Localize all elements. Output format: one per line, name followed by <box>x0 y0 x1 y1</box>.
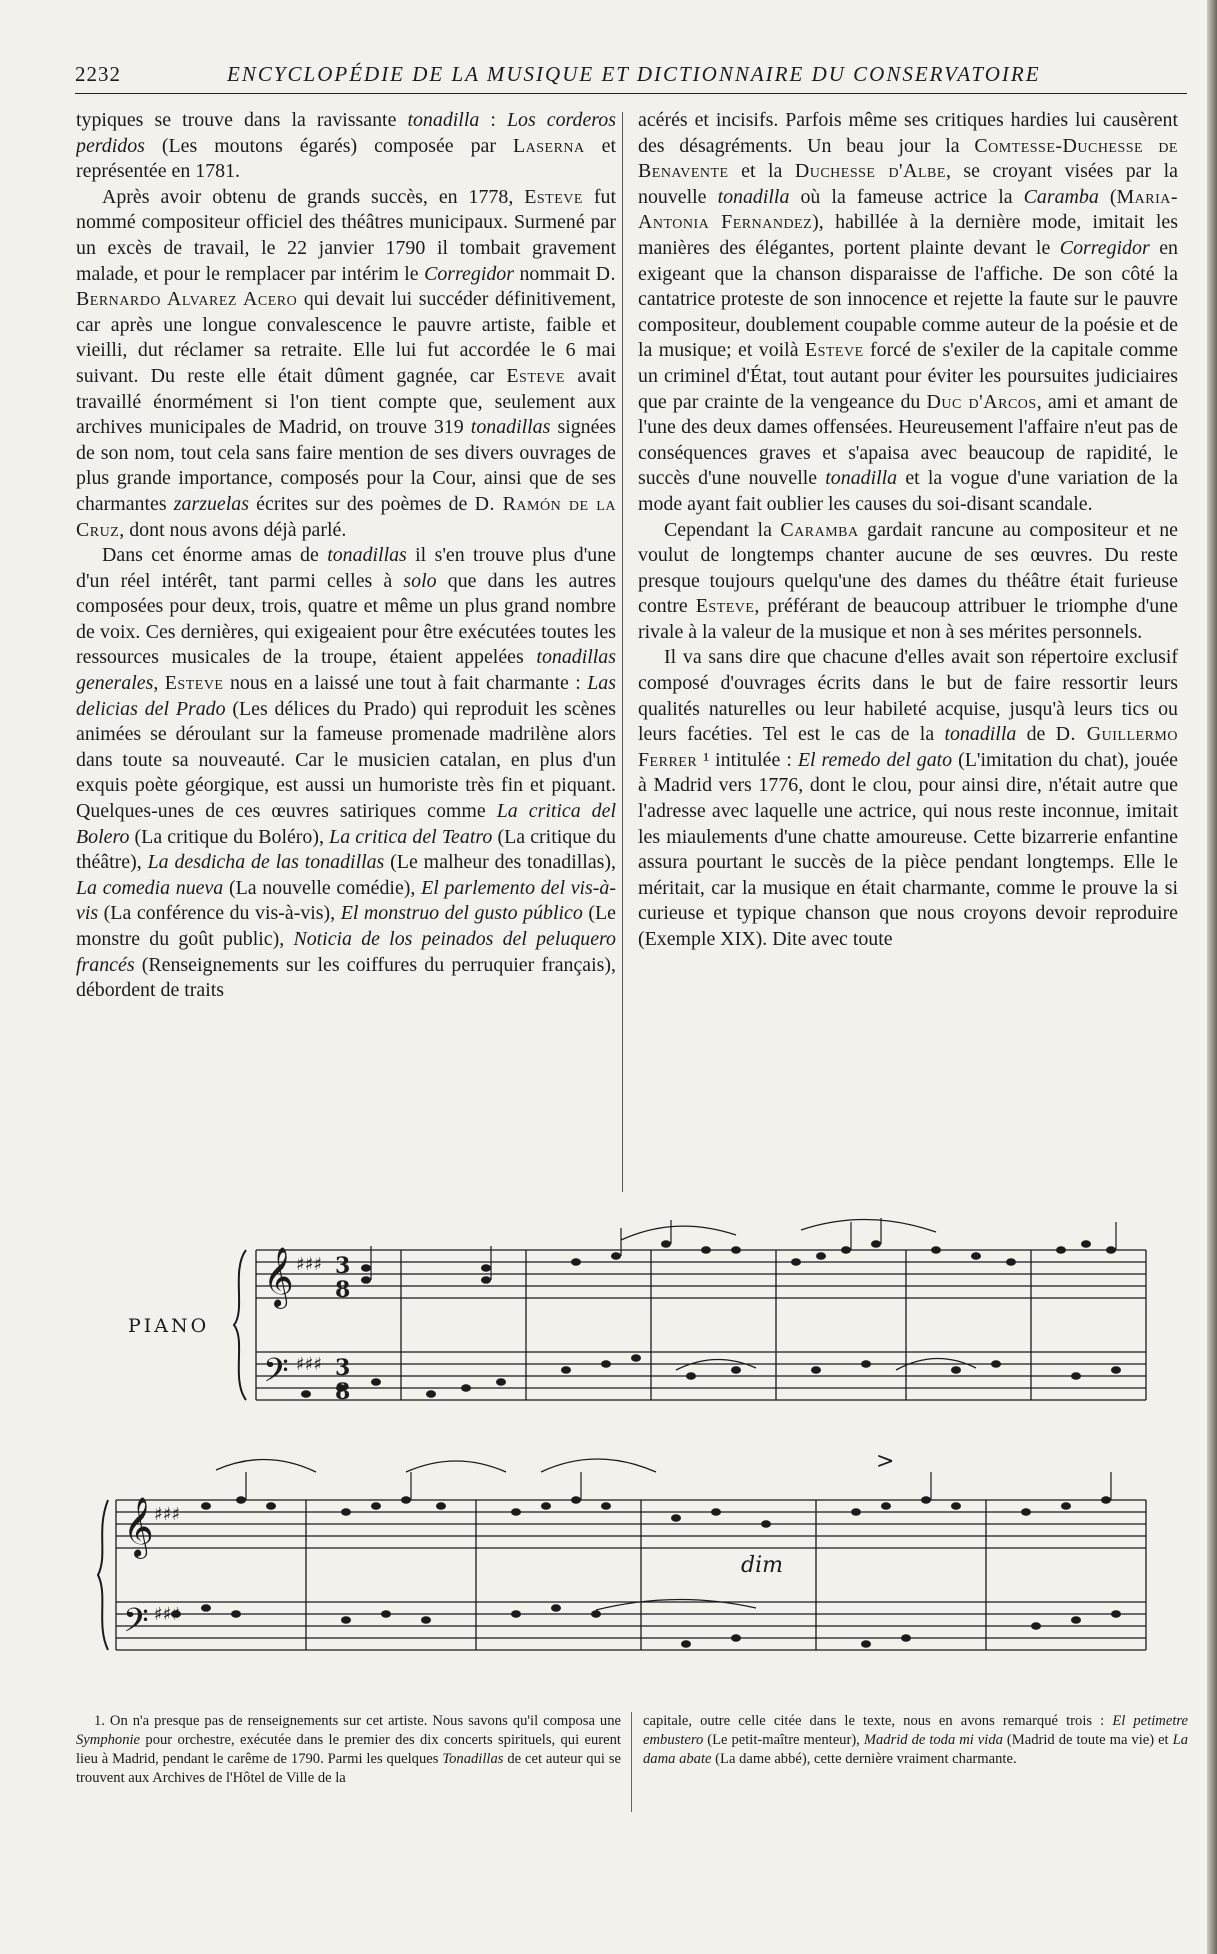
running-title: ENCYCLOPÉDIE DE LA MUSIQUE ET DICTIONNAIRE DU CONSERVATOIRE <box>227 62 1041 86</box>
italic-text: tonadillas generales <box>76 646 616 695</box>
bass-staff-2 <box>116 1602 1146 1650</box>
text-run: (Les délices du Prado) qui reproduit les scènes animées se déroulant sur la fameuse promenade madrilène alors dans toute sa nouveauté. Car le musicien catalan, en plus d'un exquis poète géorgique, est aussi un humoriste très fin et piquant. Quelques-unes de ces œuvres satiriques comme <box>76 697 616 823</box>
small-caps-name: D. Ramón de la Cruz <box>76 492 616 541</box>
text-run: en exigeant que la chanson disparaisse de l'affiche. De son côté la cantatrice proteste de son innocence et rejette la faute sur le pauvre compositeur, doublement coupable comme auteur de la poésie et de la musique; et voilà <box>638 236 1178 362</box>
time-signature-top: 3 <box>335 1253 351 1279</box>
footnote-left <box>76 1712 621 1788</box>
text-run: écrites sur des poèmes de <box>248 492 475 515</box>
key-signature-sharps: ♯♯♯ <box>296 1354 323 1375</box>
footnote-right <box>643 1712 1188 1769</box>
text-run: 1. On n'a presque pas de renseignements sur cet artiste. Nous savons qu'il composa une <box>94 1713 621 1729</box>
italic-text: La comedia nueva <box>76 876 224 899</box>
small-caps-name: Caramba <box>780 518 859 541</box>
small-caps-name: Esteve <box>804 339 864 362</box>
paragraph <box>638 645 1178 952</box>
italic-text: Noticia de los peinados del peluquero francés <box>76 928 616 976</box>
key-signature-sharps: ♯♯♯ <box>154 1504 181 1525</box>
italic-text: El parlemento del vis-à-vis <box>76 876 616 925</box>
text-run: il s'en trouve plus d'une d'un réel intérêt, tant parmi celles à <box>76 544 616 592</box>
text-run: , <box>153 672 165 695</box>
notes <box>171 1240 1121 1648</box>
italic-text: El petimetre embustero <box>643 1713 1188 1748</box>
text-run: et la <box>728 160 795 183</box>
dynamic-marking: dim <box>741 1553 783 1578</box>
key-signature-sharps: ♯♯♯ <box>154 1604 181 1625</box>
page-number: 2232 <box>75 62 121 86</box>
paragraph <box>638 518 1178 646</box>
text-run: (Le malheur des tonadillas), <box>384 851 616 874</box>
small-caps-name: Esteve <box>695 595 755 618</box>
italic-text: Caramba <box>1023 185 1099 208</box>
paragraph <box>76 543 616 1004</box>
small-caps-name: Esteve <box>524 185 583 208</box>
text-run: et la vogue d'une variation de la mode ayant fait oublier les causes du soi-disant scandale. <box>638 467 1178 515</box>
italic-text: El remedo del gato <box>797 748 953 771</box>
text-run: , ami et amant de l'une des deux dames offensées. Heureusement l'affaire n'eut pas de conséquences graves et s'apaisa avec beaucoup de rapidité, le succès d'une nouvelle <box>638 390 1178 490</box>
text-run: acérés et incisifs. Parfois même ses critiques hardies lui causèrent des désagréments. Un beau jour la <box>638 109 1178 157</box>
text-run: (La critique du théâtre), <box>76 825 616 874</box>
text-run: (La nouvelle comédie), <box>223 876 422 899</box>
italic-text: Corregidor <box>424 262 514 285</box>
italic-text: Corregidor <box>1059 236 1150 259</box>
small-caps-name: Esteve <box>506 364 566 387</box>
left-text-column <box>76 108 616 1188</box>
italic-text: Symphonie <box>76 1732 141 1748</box>
text-run: où la fameuse actrice la <box>789 185 1024 208</box>
italic-text: La desdicha de las tonadillas <box>147 851 385 874</box>
text-run: Après avoir obtenu de grands succès, en 1778, <box>102 185 525 208</box>
text-run: , préférant de beaucoup attribuer le triomphe d'une rivale à la valeur de la musique et non à ses mérites personnels. <box>638 595 1178 643</box>
text-run: et représentée en 1781. <box>76 134 616 183</box>
italic-text: tonadillas <box>470 416 551 439</box>
text-run: ), habillée à la dernière mode, imitait les manières des élégantes, portent plainte devant le <box>638 211 1178 259</box>
treble-staff-1 <box>256 1250 1146 1298</box>
accent-mark: > <box>876 1449 895 1474</box>
small-caps-name: D. Guillermo Ferrer <box>638 723 1178 771</box>
text-run: que dans les autres composées pour deux, trois, quatre et même un plus grand nombre de voix. Ces dernières, qui exigeaient pour être exécutées toutes les ressources musicales de la troupe, étaient appelées <box>76 569 616 669</box>
text-run: typiques se trouve dans la ravissante <box>76 109 408 131</box>
italic-text: La critica del Teatro <box>329 825 493 848</box>
text-run: nous en a laissé une tout à fait charmante : <box>223 672 588 695</box>
paragraph <box>76 185 616 543</box>
time-signature-bottom: 8 <box>335 1277 351 1303</box>
text-run: , se croyant visées par la nouvelle <box>638 160 1178 208</box>
text-run: , dont nous avons déjà parlé. <box>119 518 347 541</box>
text-run: : <box>479 109 507 131</box>
footnote-divider <box>631 1712 632 1812</box>
italic-text: tonadilla <box>944 723 1017 746</box>
text-run: (L'imitation du chat), jouée à Madrid vers 1776, dont le clou, pour ainsi dire, n'était autre que l'adresse avec laquelle une actrice, qui nous reste inconnue, imitait les miaulements d'une chatte amoureuse. Cette bizarrerie enfantine assura pourtant le succès de la pièce pendant longtemps. Elle le méritait, car la musique en était charmante, comme le prouve la si curieuse et typique chanson que nous croyons devoir reproduire (Exemple XIX). Dite avec toute <box>638 748 1178 950</box>
text-run: (Renseignements sur les coiffures du perruquier français), débordent de traits <box>76 953 616 1002</box>
italic-text: zarzuelas <box>173 492 249 515</box>
text-run: (Madrid de toute ma vie) et <box>1002 1732 1173 1748</box>
small-caps-name: Comtesse-Duchesse de Benavente <box>638 134 1178 183</box>
bass-clef-icon: 𝄢 <box>123 1602 149 1648</box>
italic-text: tonadilla <box>825 467 898 490</box>
time-signature-top: 3 <box>335 1355 351 1381</box>
paragraph <box>638 108 1178 518</box>
text-run: ( <box>1098 185 1117 208</box>
text-run: ¹ intitulée : <box>697 748 798 771</box>
text-run: (Le monstre du goût public), <box>76 902 616 950</box>
page-edge-shadow <box>1207 0 1217 1954</box>
text-run: nommait <box>513 262 596 285</box>
italic-text: Tonadillas <box>442 1751 504 1767</box>
text-run: Dans cet énorme amas de <box>102 544 328 567</box>
italic-text: tonadilla <box>407 109 480 131</box>
text-run: capitale, outre celle citée dans le texte, nous en avons remarqué trois : <box>643 1713 1113 1729</box>
treble-clef-icon: 𝄞 <box>263 1247 294 1307</box>
text-run: fut nommé compositeur officiel des théâtres municipaux. Surmené par un excès de travail, le 22 janvier 1790 il tombait gravement malade, et pour le remplacer par intérim le <box>76 185 616 285</box>
text-run: (La dame abbé), cette dernière vraiment charmante. <box>711 1751 1017 1767</box>
small-caps-name: Esteve <box>164 672 224 695</box>
italic-text: La critica del Bolero <box>76 800 616 848</box>
time-signature-bottom: 8 <box>335 1379 351 1405</box>
italic-text: La dama abate <box>643 1732 1188 1767</box>
italic-text: tonadilla <box>717 185 790 208</box>
text-run: gardait rancune au compositeur et ne voulut de longtemps chanter aucune de ses œuvres. Du reste presque toujours quelqu'une des dames du théâtre était furieuse contre <box>638 518 1178 618</box>
running-header <box>75 62 1187 96</box>
text-run: de cet auteur qui se trouvent aux Archives de l'Hôtel de Ville de la <box>76 1751 622 1786</box>
text-run: qui devait lui succéder définitivement, car après une longue convalescence le pauvre artiste, faible et vieilli, dut réclamer sa retraite. Elle lui fut accordée le 6 mai suivant. Du reste elle était dûment gagnée, car <box>76 288 616 387</box>
text-run: Cependant la <box>664 518 781 541</box>
small-caps-name: Maria-Antonia Fernandez <box>638 185 1178 234</box>
italic-text: tonadillas <box>327 544 407 567</box>
small-caps-name: Laserna <box>512 134 585 157</box>
footnotes <box>76 1712 1188 1822</box>
text-run: (Les moutons égarés) composée par <box>144 134 513 157</box>
bass-staff-1 <box>256 1352 1146 1400</box>
italic-text: Los corderos perdidos <box>76 109 616 157</box>
text-run: signées de son nom, tout cela sans faire mention de ses divers ouvrages de plus grande importance, composés pour la Cour, ainsi que de ses charmantes <box>76 416 616 515</box>
music-score-example <box>76 1210 1188 1680</box>
text-run: pour orchestre, exécutée dans le premier des dix concerts spirituels, qui eurent lieu à Madrid, pendant le carême de 1790. Parmi les quelques <box>76 1732 621 1767</box>
text-run: (La critique du Boléro), <box>129 825 330 848</box>
italic-text: Madrid de toda mi vida <box>863 1732 1003 1748</box>
text-run: forcé de s'exiler de la capitale comme un criminel d'État, tout autant pour éviter les poursuites judiciaires que par crainte de la vengeance du <box>638 339 1178 413</box>
treble-clef-icon: 𝄞 <box>123 1497 154 1557</box>
text-run: (Le petit-maître menteur), <box>703 1732 864 1748</box>
italic-text: solo <box>403 569 437 592</box>
text-run: (La conférence du vis-à-vis), <box>98 902 341 925</box>
small-caps-name: D. Bernardo Alvarez Acero <box>76 262 616 311</box>
bass-clef-icon: 𝄢 <box>263 1352 289 1398</box>
italic-text: Las delicias del Prado <box>76 672 616 720</box>
small-caps-name: Duc d'Arcos <box>926 390 1037 413</box>
italic-text: El monstruo del gusto público <box>340 902 583 925</box>
header-rule <box>75 93 1187 94</box>
key-signature-sharps: ♯♯♯ <box>296 1254 323 1275</box>
right-text-column <box>638 108 1178 1188</box>
stems <box>246 1218 1116 1500</box>
small-caps-name: Duchesse d'Albe <box>794 160 946 183</box>
paragraph <box>76 108 616 185</box>
column-divider <box>622 112 623 1192</box>
instrument-label: PIANO <box>128 1315 210 1337</box>
text-run: Il va sans dire que chacune d'elles avait son répertoire exclusif composé d'ouvrages écrits dans le but de faire ressortir leurs qualités naturelles ou leur habileté acquise, jusqu'à leurs tics ou leurs facéties. Tel est le cas de la <box>638 646 1178 746</box>
text-run: de <box>1016 723 1056 746</box>
text-run: avait travaillé énormément si l'on tient compte que, seulement aux archives municipales de Madrid, on trouve 319 <box>76 364 616 439</box>
